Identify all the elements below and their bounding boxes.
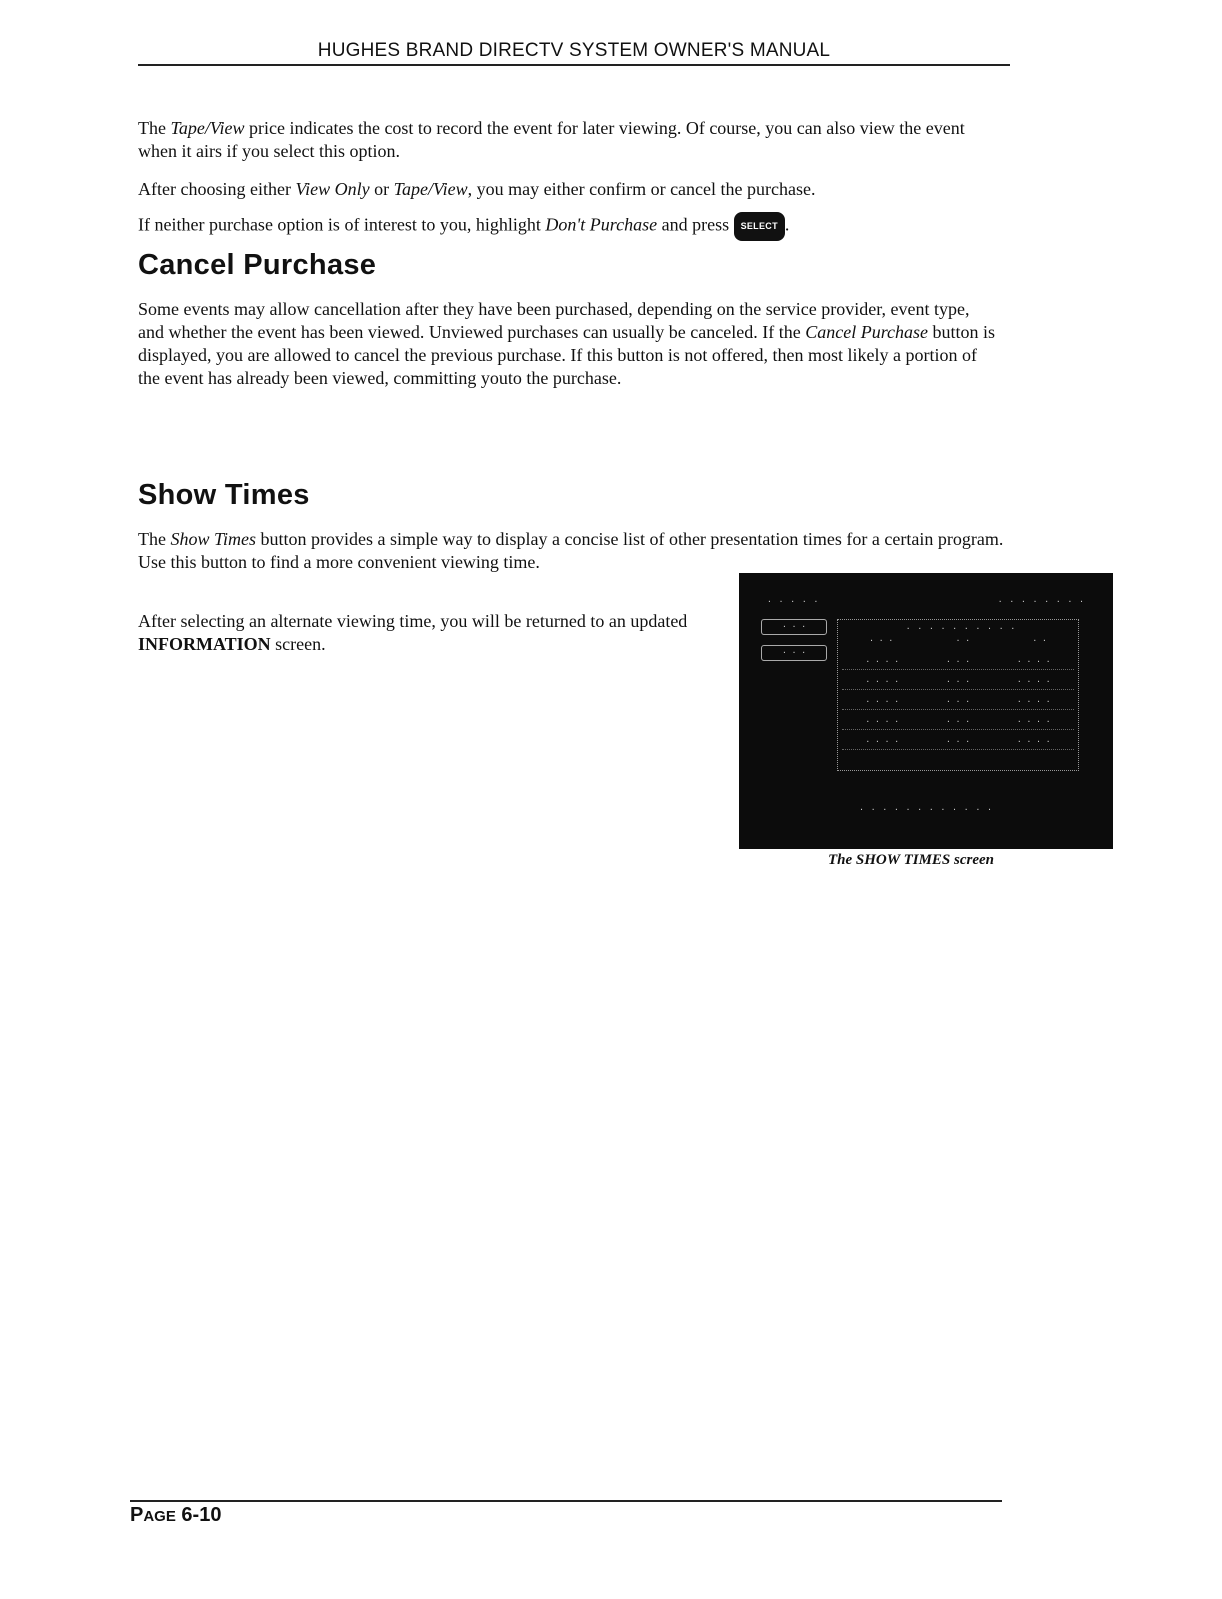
screen-button-1: · · · — [761, 619, 827, 635]
screen-table-row: · · · · · · · · · · · — [842, 654, 1074, 670]
screen-table-row: · · · · · · · · · · · — [842, 674, 1074, 690]
show-times-heading: Show Times — [138, 479, 310, 511]
screen-table-header: · · · · · · · · · · — [905, 624, 1017, 633]
show-times-screenshot — [739, 573, 1113, 849]
alternate-time-paragraph: After selecting an alternate viewing time, you will be returned to an updated INFORMATION screen. — [138, 611, 688, 654]
select-button-icon: SELECT — [734, 212, 785, 241]
cancel-purchase-heading: Cancel Purchase — [138, 249, 377, 281]
screen-date-illegible: · · · · · · · · — [997, 597, 1085, 606]
purchase-choice-paragraph: After choosing either View Only or Tape/View, you may either confirm or cancel the purchase. — [138, 179, 816, 199]
footer-rule — [130, 1500, 1002, 1502]
manual-title: HUGHES BRAND DIRECTV SYSTEM OWNER'S MANUAL — [317, 40, 831, 61]
tapeview-paragraph: The Tape/View price indicates the cost to record the event for later viewing. Of course, you can also view the event when it airs if you select this option. — [138, 118, 965, 161]
cancel-purchase-paragraph: Some events may allow cancellation after they have been purchased, depending on the service provider, event type, and whether the event has been viewed. Unviewed purchases can usually be canceled. If the Cancel Purchase button is displayed, you are allowed to cancel the previous purchase. If this button is not offered, then most likely a portion of the event has already been viewed, committing youto the purchase. — [138, 299, 996, 388]
screen-table-row: · · · · · · · · · · · — [842, 734, 1074, 750]
screen-button-2: · · · — [761, 645, 827, 661]
page-number: PAGE 6-10 — [130, 1504, 222, 1526]
screen-times-table — [837, 619, 1079, 771]
screen-table-columns: · · · · · · · — [869, 636, 1047, 645]
screen-title-illegible: · · · · · — [767, 597, 820, 606]
page-header — [138, 40, 1010, 66]
screen-table-row: · · · · · · · · · · · — [842, 714, 1074, 730]
figure-caption: The SHOW TIMES screen — [828, 852, 994, 868]
dont-purchase-paragraph: If neither purchase option is of interest to you, highlight Don't Purchase and press SELECT . — [138, 212, 1008, 241]
show-times-paragraph: The Show Times button provides a simple way to display a concise list of other presentation times for a certain program. Use this button to find a more convenient viewing time. — [138, 529, 1004, 572]
screen-footer-illegible: · · · · · · · · · · · · — [859, 805, 993, 814]
screen-table-row: · · · · · · · · · · · — [842, 694, 1074, 710]
